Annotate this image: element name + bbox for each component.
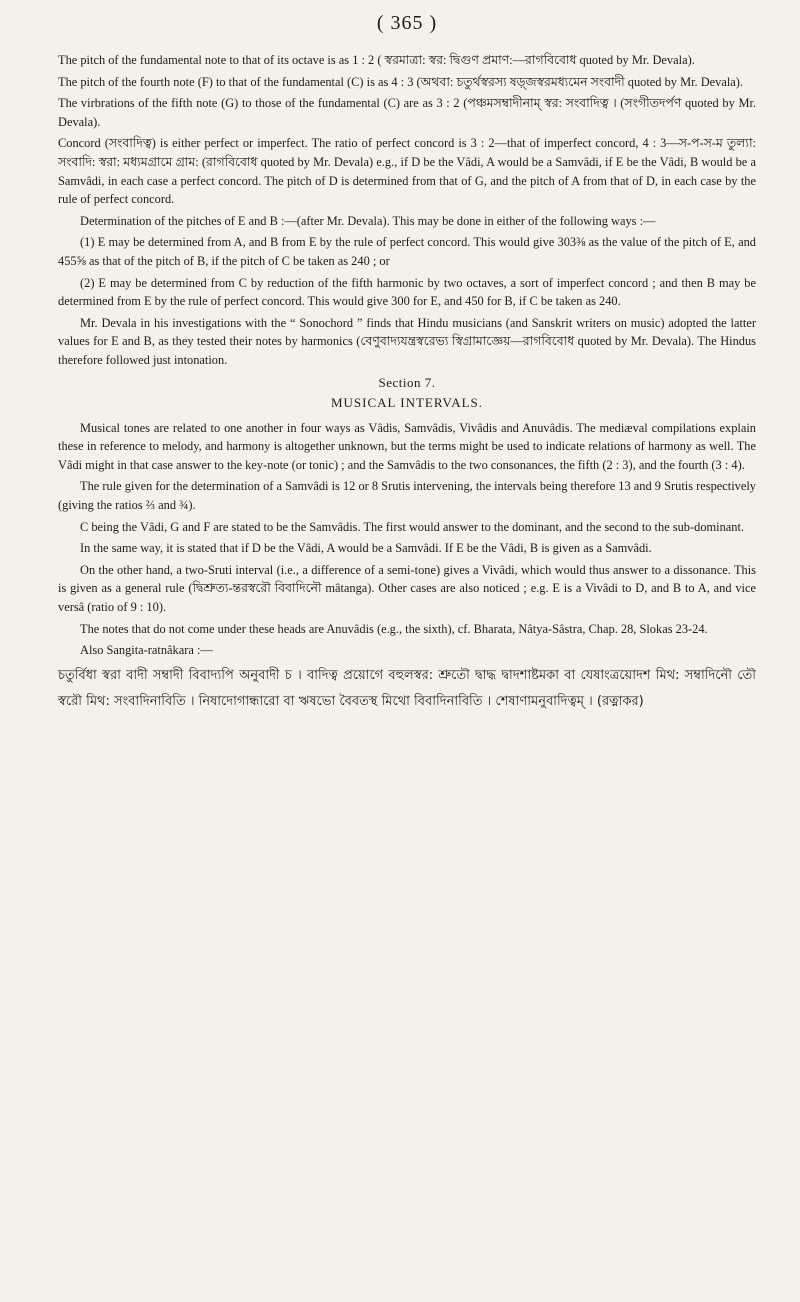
paragraph-concord: Concord (সংবাদিত্ব) is either perfect or imperfect. The ratio of perfect concord is 3 : 2—that of imperfect concord, 4 : 3—স-প-স-ম তুল্যা: সংবাদি: স্বরা: মধ্যমগ্রামে গ্রাম: (রাগবিবোধ quoted by Mr. Devala) e.g., if D be the Vâdi, A would be a Samvâdi, if E be the Vâdi, B would be a Samvâdi, in each case a perfect concord. The pitch of D is determined from that of G, and the pitch of A from that of D, in each case by the rule of perfect concord.: [58, 136, 756, 207]
paragraph-fifth: The virbrations of the fifth note (G) to those of the fundamental (C) are as 3 : 2 (পঞ্চমসম্বাদীনাম্ স্বর: সংবাদিত্ব । (সংগীতদর্পণ quoted by Mr. Devala).: [58, 96, 756, 129]
page-body: [58, 51, 756, 715]
paragraph-anuvadi: The notes that do not come under these heads are Anuvâdis (e.g., the sixth), cf. Bharata, Nâtya-Sâstra, Chap. 28, Slokas 23-24.: [80, 621, 708, 636]
paragraph-determination: Determination of the pitches of E and B :—(after Mr. Devala). This may be done in either of the following ways :—: [80, 213, 656, 228]
paragraph-octave: The pitch of the fundamental note to that of its octave is as 1 : 2 ( স্বরমাত্রা: স্বর: দ্বিগুণ প্রমাণ:—রাগবিবোধ quoted by Mr. Devala).: [58, 53, 695, 67]
paragraph-method-1: (1) E may be determined from A, and B from E by the rule of perfect concord. This would give 303⅜ as the value of the pitch of E, and 455⅝ as that of the pitch of B, if the pitch of C be taken as 240 ; or: [58, 235, 756, 268]
paragraph-four-relations: Musical tones are related to one another in four ways as Vâdis, Samvâdis, Vivâdis and Anuvâdis. The mediæval compilations explain these in reference to melody, and harmony is altogether unknown, but the terms might be used to indicate relations of harmony as well. The Vâdi might in that case answer to the key-note (or tonic) ; and the Samvâdis to the two consonances, the fifth (2 : 3), and the fourth (3 : 4).: [58, 420, 756, 472]
paragraph-c-vadi: C being the Vâdi, G and F are stated to be the Samvâdis. The first would answer to the dominant, and the second to the sub-dominant.: [80, 519, 745, 534]
paragraph-samvadi-rule: The rule given for the determination of a Samvâdi is 12 or 8 Srutis intervening, the intervals being therefore 13 and 9 Srutis respectively (giving the ratios ⅔ and ¾).: [58, 479, 756, 513]
paragraph-d-vadi: In the same way, it is stated that if D be the Vâdi, A would be a Samvâdi. If E be the Vâdi, B is given as a Samvâdi.: [80, 541, 652, 556]
sanskrit-verse: চতুর্বিধা স্বরা বাদী সম্বাদী বিবাদ্যপি অনুবাদী চ । বাদিত্ব প্রয়োগে বহুলস্বর: শ্রুতৌ দ্বাদ্ধ দ্বাদশাষ্টমকা বা যেষাংত্রয়োদশ মিথ: সম্বাদিনৌ তৌ স্বরৌ মিথ: সংবাদিনাবিতি । নিষাদোগান্ধারো বা ঋষভো বৈবতস্থ মিথো বিবাদিনাবিতি । শেষাণামনুবাদিত্বম্ । (রত্নাকর): [58, 667, 756, 709]
paragraph-fourth: The pitch of the fourth note (F) to that of the fundamental (C) is as 4 : 3 (অথবা: চতুর্থস্বরস্য ষড়্জস্বরমধ্যমেন সংবাদী quoted by Mr. Devala).: [58, 74, 744, 89]
section-heading: MUSICAL INTERVALS.: [330, 395, 484, 411]
paragraph-ratnakara-intro: Also Sangita-ratnâkara :—: [80, 643, 213, 658]
page-number: ( 365 ): [376, 12, 438, 34]
paragraph-method-2: (2) E may be determined from C by reduction of the fifth harmonic by two octaves, a sort of imperfect concord ; and then B may be determined from E by the rule of perfect concord. This would give 300 for E, and 450 for B, if C be taken as 240.: [58, 275, 756, 309]
section-label: Section 7.: [378, 374, 436, 390]
paragraph-vivadi: On the other hand, a two-Sruti interval (i.e., a difference of a semi-tone) gives a Vivâdi, which would thus answer to a dissonance. This is given as a general rule (দ্বিশ্রুত্য-ন্তরস্বরৌ বিবাদিনৌ mâtanga). Other cases are also noticed ; e.g. E is a Vivâdi to D, and B to A, and vice versâ (ratio of 9 : 10).: [58, 562, 756, 615]
paragraph-sonochord: Mr. Devala in his investigations with the “ Sonochord ” finds that Hindu musicians (and Sanskrit writers on music) adopted the latter values for E and B, as they tested their notes by harmonics (বেণুবাদ্যযন্ত্রস্বরেভ্য স্বিগ্রামাজ্ঞেয়—রাগবিবোধ quoted by Mr. Devala). The Hindus therefore followed just intonation.: [58, 315, 756, 367]
